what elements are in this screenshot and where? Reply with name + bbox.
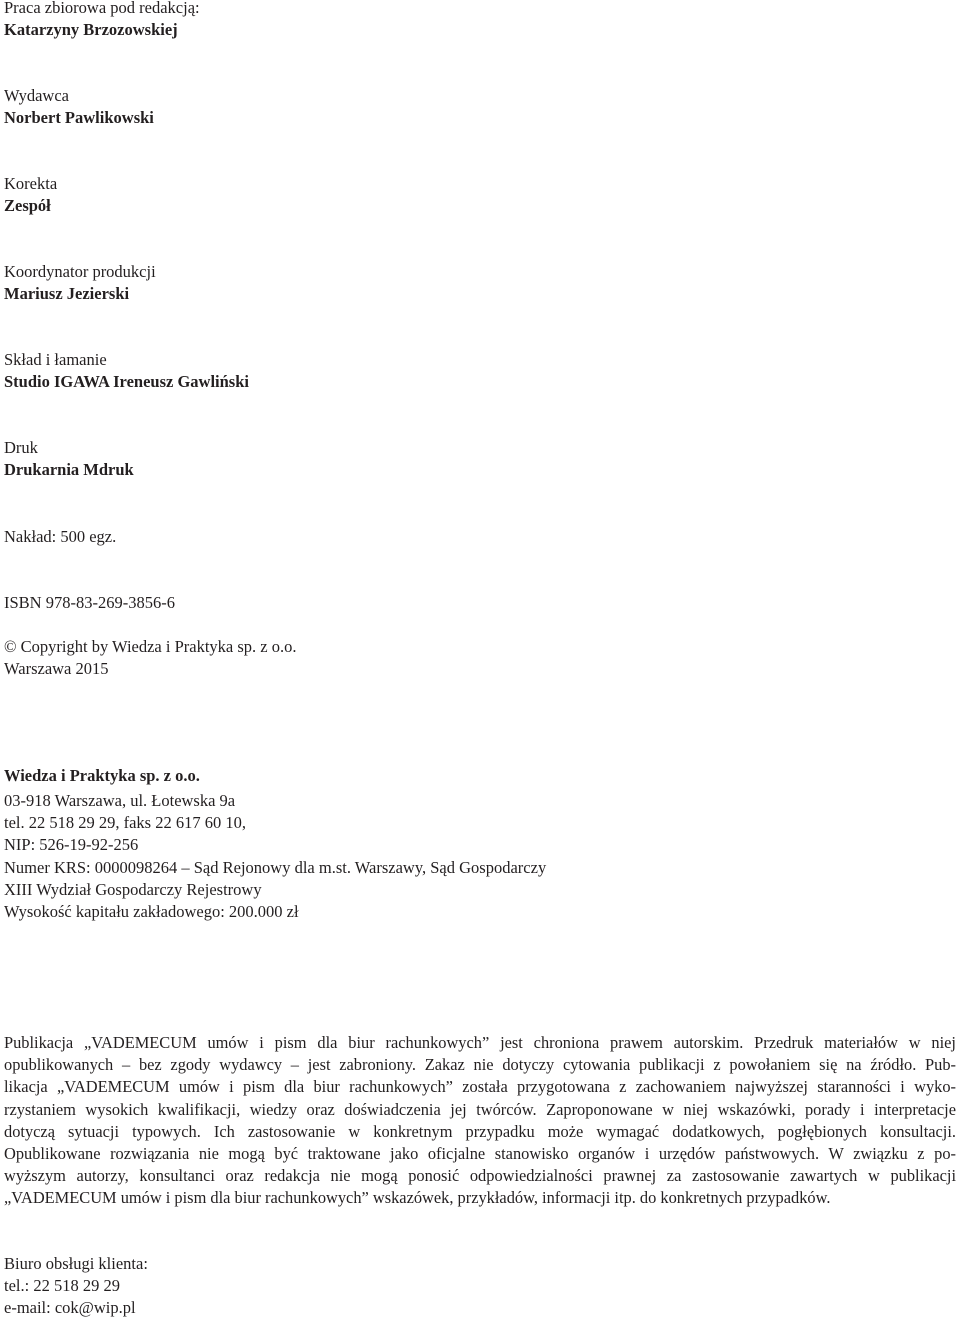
coordinator-name: Mariusz Jezierski <box>4 284 130 303</box>
edited-name: Katarzyny Brzozowskiej <box>4 20 178 39</box>
publisher-name: Norbert Pawlikowski <box>4 108 154 127</box>
coordinator-label: Koordynator produkcji <box>4 262 156 281</box>
typesetting-label: Skład i łamanie <box>4 350 107 369</box>
notice-line: likacja „VADEMECUM umów i pism dla biur rachunkowych” została przygotowana z zachowaniem najwyższej staranności i wyko- <box>4 1077 956 1097</box>
notice-line: Opublikowane rozwiązania nie mogą być traktowane jako oficjalne stanowisko organów i urzędów państwowych. W związku z po- <box>4 1144 956 1164</box>
place-year: Warszawa 2015 <box>4 659 109 678</box>
isbn: ISBN 978-83-269-3856-6 <box>4 593 175 612</box>
copyright-line: © Copyright by Wiedza i Praktyka sp. z o.o. <box>4 637 297 656</box>
proofreading-name: Zespół <box>4 196 51 215</box>
notice-line: rzystaniem wysokich kwalifikacji, wiedzy oraz doświadczenia jej twórców. Zaproponowane w niej wskazówki, porady i interpretacje <box>4 1099 956 1119</box>
notice-line: dotyczą sytuacji typowych. Ich zastosowanie w konkretnym przypadku może wymagać dodatkowych, pogłębionych konsultacji. <box>4 1121 956 1141</box>
edited-label: Praca zbiorowa pod redakcją: <box>4 0 200 17</box>
notice-line: opublikowanych – bez zgody wydawcy – jest zabroniony. Zakaz nie dotyczy cytowania publikacji z powołaniem się na źródło. Pub- <box>4 1055 956 1075</box>
notice-line: „VADEMECUM umów i pism dla biur rachunkowych” wskazówek, przykładów, informacji itp. do konkretnych przypadków. <box>4 1188 831 1208</box>
company-phone: tel. 22 518 29 29, faks 22 617 60 10, <box>4 813 246 832</box>
proofreading-label: Korekta <box>4 174 58 193</box>
company-capital: Wysokość kapitału zakładowego: 200.000 zł <box>4 902 299 921</box>
company-nip: NIP: 526-19-92-256 <box>4 835 139 854</box>
notice-line: Publikacja „VADEMECUM umów i pism dla biur rachunkowych” jest chroniona prawem autorskim. Przedruk materiałów w niej <box>4 1033 956 1052</box>
contact-phone: tel.: 22 518 29 29 <box>4 1276 120 1295</box>
printing-label: Druk <box>4 438 38 457</box>
notice-line: wyższym autorzy, konsultanci oraz redakcja nie mogą ponosić odpowiedzialności prawnej za zastosowanie zawartych w publikacji <box>4 1166 956 1186</box>
typesetting-name: Studio IGAWA Ireneusz Gawliński <box>4 372 249 391</box>
company-division: XIII Wydział Gospodarczy Rejestrowy <box>4 880 262 899</box>
contact-email: e-mail: cok@wip.pl <box>4 1298 136 1317</box>
company-name: Wiedza i Praktyka sp. z o.o. <box>4 766 200 785</box>
publisher-label: Wydawca <box>4 86 69 105</box>
print-run: Nakład: 500 egz. <box>4 527 117 546</box>
company-krs: Numer KRS: 0000098264 – Sąd Rejonowy dla m.st. Warszawy, Sąd Gospodarczy <box>4 858 547 877</box>
printing-name: Drukarnia Mdruk <box>4 460 134 479</box>
contact-label: Biuro obsługi klienta: <box>4 1254 148 1273</box>
company-address: 03-918 Warszawa, ul. Łotewska 9a <box>4 791 236 810</box>
copyright-notice <box>4 1032 956 1210</box>
